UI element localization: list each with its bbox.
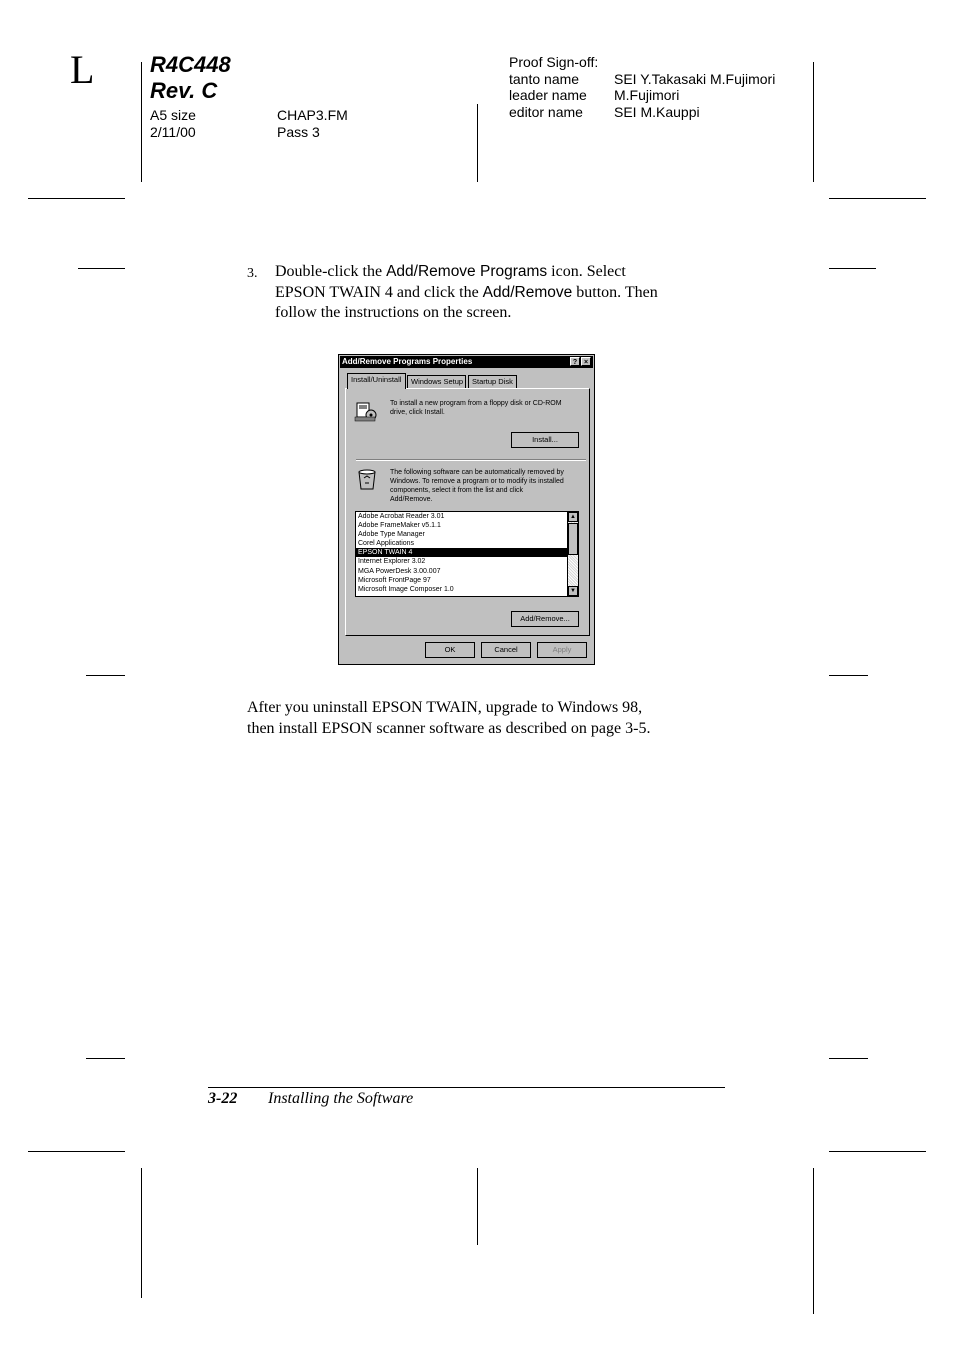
crop-line xyxy=(86,1058,125,1059)
crop-line xyxy=(829,268,876,269)
size-date xyxy=(150,107,196,140)
installed-software-list[interactable] xyxy=(355,511,579,597)
apply-button[interactable]: Apply xyxy=(537,642,587,658)
revision: Rev. C xyxy=(150,78,218,103)
list-item[interactable]: Adobe Type Manager xyxy=(358,531,425,539)
crop-line xyxy=(829,198,926,199)
recycle-bin-icon xyxy=(356,467,378,491)
step-text xyxy=(275,262,735,324)
crop-line xyxy=(78,268,125,269)
proof-row: tanto name SEI Y.Takasaki M.Fujimori xyxy=(509,70,776,87)
close-button[interactable]: × xyxy=(581,357,591,366)
cancel-button[interactable]: Cancel xyxy=(481,642,531,658)
section-title: Installing the Software xyxy=(268,1090,414,1107)
list-item[interactable]: Adobe Acrobat Reader 3.01 xyxy=(358,513,445,520)
crop-line xyxy=(28,1151,125,1152)
side-letter: L xyxy=(70,47,95,92)
crop-line xyxy=(28,198,125,199)
file-pass xyxy=(277,107,348,140)
print-date: 2/11/00 xyxy=(150,123,196,140)
step-line: Double-click the Add/Remove Programs icon. Select xyxy=(275,263,626,280)
scroll-down-icon[interactable]: ▼ xyxy=(568,586,578,596)
proof-row: editor name SEI M.Kauppi xyxy=(509,103,700,120)
scroll-up-icon[interactable]: ▲ xyxy=(568,512,578,522)
crop-line xyxy=(477,104,478,182)
crop-line xyxy=(141,1168,142,1298)
after-paragraph: After you uninstall EPSON TWAIN, upgrade to Windows 98, then install EPSON scanner software as described on page 3-5. xyxy=(247,699,651,737)
list-item[interactable]: Microsoft FrontPage 97 xyxy=(358,576,431,584)
step-line: follow the instructions on the screen. xyxy=(275,304,512,321)
step-number: 3. xyxy=(247,266,258,281)
page-size: A5 size xyxy=(150,107,196,123)
tab-install-uninstall[interactable]: Install/Uninstall xyxy=(347,373,406,389)
model-block xyxy=(150,52,231,104)
crop-line xyxy=(829,675,868,676)
install-program-icon xyxy=(354,399,378,423)
model-name: R4C448 xyxy=(150,52,231,77)
list-item[interactable]: Adobe FrameMaker v5.1.1 xyxy=(358,522,441,530)
crop-line xyxy=(829,1151,926,1152)
list-item[interactable]: MGA PowerDesk 3.00.007 xyxy=(358,567,441,575)
proof-signoff xyxy=(509,54,775,120)
dialog-title: Add/Remove Programs Properties xyxy=(342,357,473,366)
crop-line xyxy=(477,1168,478,1245)
crop-line xyxy=(813,1168,814,1314)
install-button[interactable]: Install... xyxy=(511,432,579,448)
list-item[interactable]: Internet Explorer 3.02 xyxy=(358,558,426,566)
install-instructions: To install a new program from a floppy disk or CD-ROM drive, click Install. xyxy=(390,400,562,416)
ok-button[interactable]: OK xyxy=(425,642,475,658)
tab-startup-disk[interactable]: Startup Disk xyxy=(468,375,517,388)
list-item[interactable]: Microsoft Image Composer 1.0 xyxy=(358,585,454,593)
step-line: EPSON TWAIN 4 and click the Add/Remove button. Then xyxy=(275,283,658,301)
list-item-selected[interactable]: EPSON TWAIN 4 xyxy=(356,548,578,557)
add-remove-programs-dialog xyxy=(338,354,595,665)
crop-line xyxy=(141,62,142,182)
file-name: CHAP3.FM xyxy=(277,107,348,123)
crop-line xyxy=(86,675,125,676)
list-scrollbar[interactable] xyxy=(567,512,578,596)
tab-windows-setup[interactable]: Windows Setup xyxy=(407,375,466,388)
footer-rule xyxy=(208,1087,725,1088)
dialog-title-bar xyxy=(340,356,593,368)
list-item[interactable]: Corel Applications xyxy=(358,540,415,548)
help-button[interactable]: ? xyxy=(570,357,580,366)
crop-line xyxy=(813,62,814,182)
scroll-thumb[interactable] xyxy=(568,523,578,555)
pass-number: Pass 3 xyxy=(277,123,320,140)
add-remove-button[interactable]: Add/Remove... xyxy=(511,611,579,627)
proof-title: Proof Sign-off: xyxy=(509,54,599,70)
page-number: 3-22 xyxy=(208,1090,238,1107)
crop-line xyxy=(829,1058,868,1059)
remove-instructions: The following software can be automatically removed by Windows. To remove a program or to modify its installed components, select it from the list and click Add/Remove. xyxy=(390,469,564,503)
proof-row: leader name M.Fujimori xyxy=(509,87,680,103)
divider xyxy=(356,459,586,461)
